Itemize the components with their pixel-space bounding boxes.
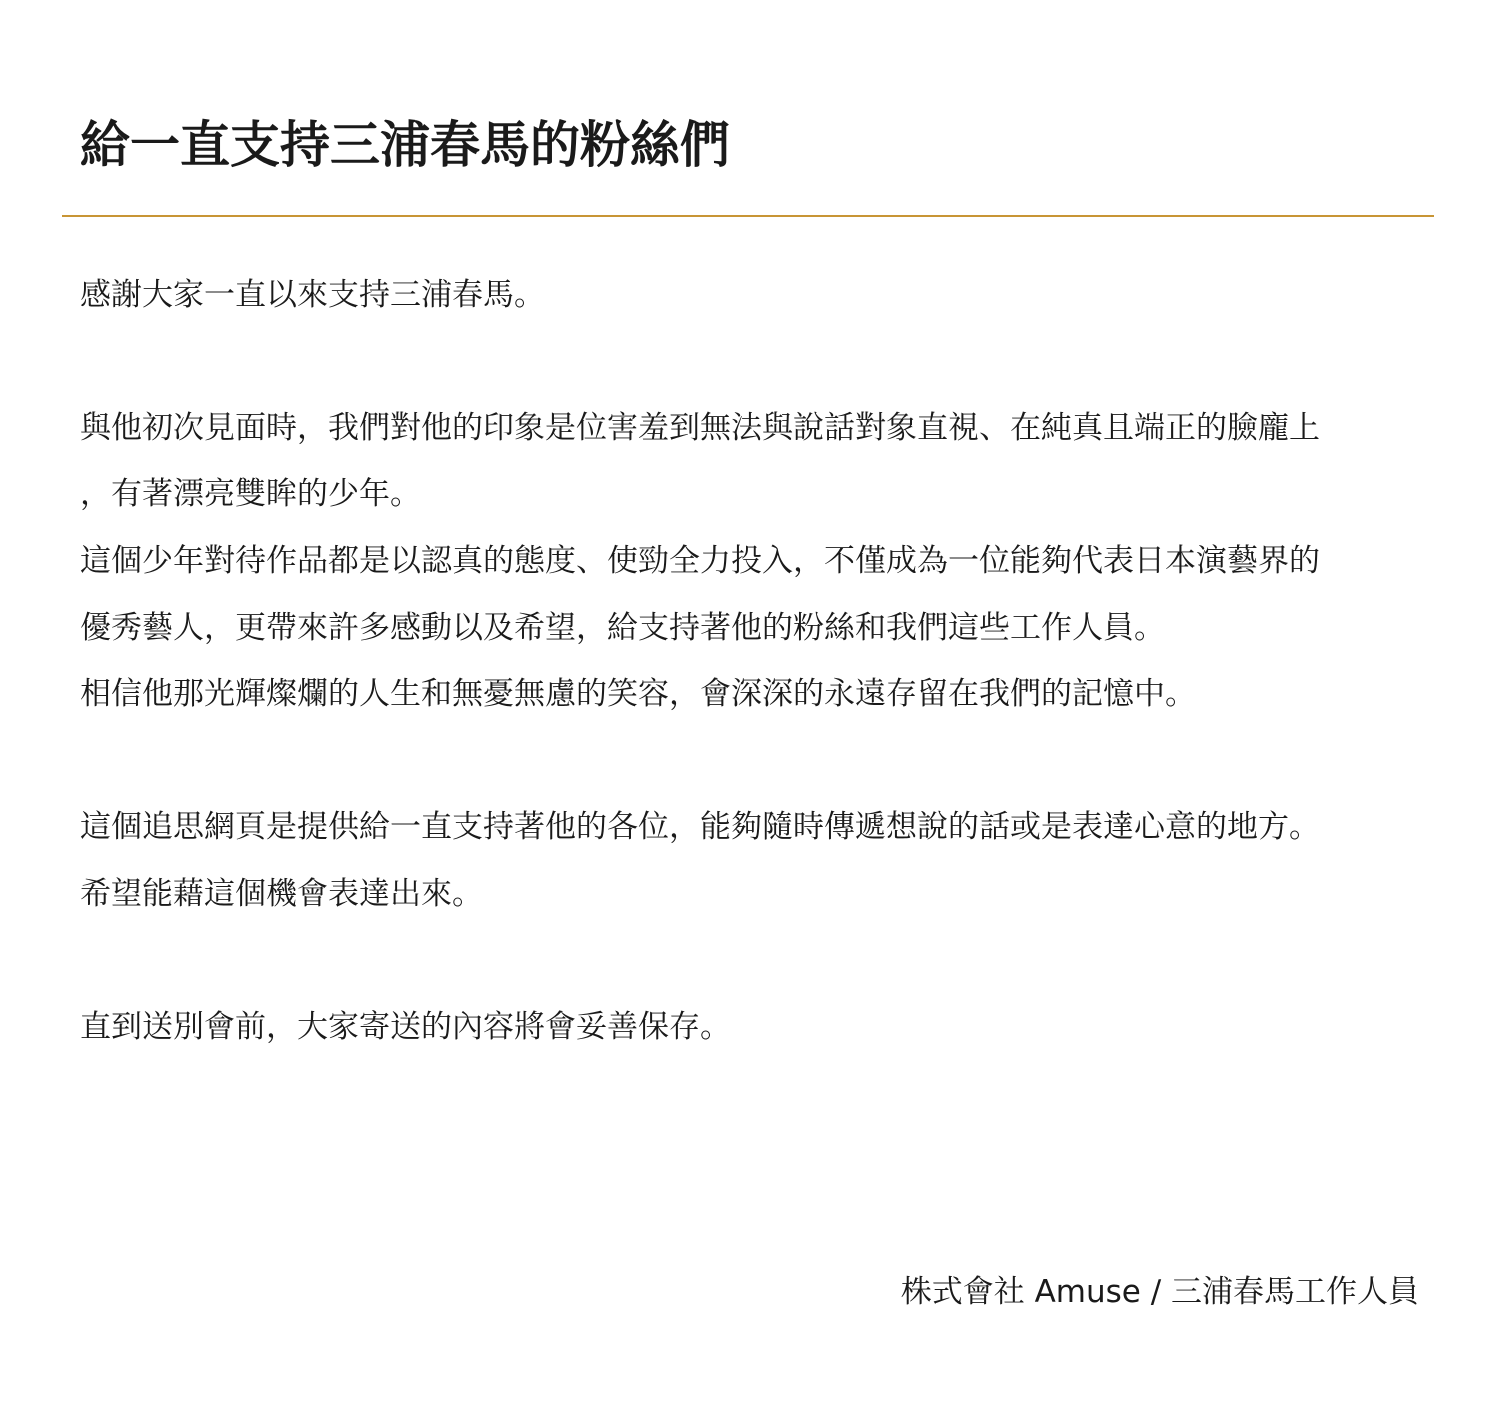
page-title: 給一直支持三浦春馬的粉絲們 (80, 116, 730, 174)
paragraph-line: 與他初次見面時，我們對他的印象是位害羞到無法與說話對象直視、在純真且端正的臉龐上 (80, 410, 1320, 446)
signature: 株式會社 Amuse / 三浦春馬工作人員 (900, 1274, 1419, 1310)
paragraph-line: 希望能藉這個機會表達出來。 (80, 876, 483, 912)
paragraph-line: 這個少年對待作品都是以認真的態度、使勁全力投入，不僅成為一位能夠代表日本演藝界的 (80, 543, 1320, 579)
paragraph-line: 直到送別會前，大家寄送的內容將會妥善保存。 (80, 1009, 731, 1045)
paragraph-line: 感謝大家一直以來支持三浦春馬。 (80, 277, 545, 313)
title-divider (62, 215, 1434, 217)
paragraph-line: ，有著漂亮雙眸的少年。 (80, 476, 421, 512)
paragraph-line: 這個追思網頁是提供給一直支持著他的各位，能夠隨時傳遞想說的話或是表達心意的地方。 (80, 809, 1320, 845)
paragraph-line: 相信他那光輝燦爛的人生和無憂無慮的笑容，會深深的永遠存留在我們的記憶中。 (80, 676, 1196, 712)
paragraph-line: 優秀藝人，更帶來許多感動以及希望，給支持著他的粉絲和我們這些工作人員。 (80, 610, 1165, 646)
